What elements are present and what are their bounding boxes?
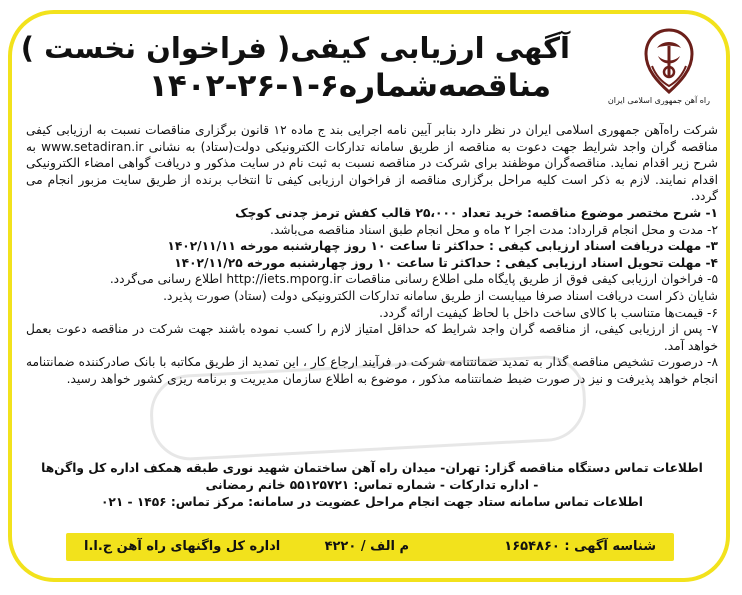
- item-announcement: ۵- فراخوان ارزیابی کیفی فوق از طریق پایگاه ملی اطلاع رسانی مناقصات http://iets.mporg.ir اطلاع رسانی می‌گردد.: [109, 272, 718, 287]
- notice-title: آگهی ارزیابی کیفی( فراخوان نخست ): [20, 31, 570, 65]
- rai-logo: [607, 26, 710, 122]
- notice-footer: [66, 533, 674, 561]
- intro-paragraph: شرکت راه‌آهن جمهوری اسلامی ایران در نظر دارد بنابر آیین نامه اجرایی بند ج ماده ۱۲ قانون برگزاری مناقصات نسبت به ارزیابی کیفی مناقصه گران واجد شرایط جهت دعوت به مناقصه از طریق سامانه تدارکات الکترونیکی دولت(ستاد) به نشانی www.setadiran.ir به شرح زیر اقدام نماید. مناقصه‌گران موظفند برای شرکت در مناقصه نسبت به ثبت نام در سایت مذکور و دریافت گواهی امضاء الکترونیکی اقدام نمایند. لازم به ذکر است کلیه مراحل برگزاری مناقصه از فراخوان ارزیابی کیفی تا انتخاب برنده از طریق سایت مزبور انجام می گردد.: [26, 123, 719, 204]
- item-subject: ۱- شرح مختصر موضوع مناقصه: خرید تعداد ۲۵،۰۰۰ قالب کفش ترمز چدنی کوچک: [235, 205, 718, 220]
- contact-line-2: - اداره تدارکات - شماره تماس: ۵۵۱۲۵۷۲۱ خانم رمضانی: [205, 478, 539, 492]
- notice-header: [20, 22, 722, 122]
- contact-line-3: اطلاعات تماس سامانه ستاد جهت انجام مراحل عضویت در سامانه: مرکز تماس: ۱۴۵۶ - ۰۲۱: [100, 495, 643, 509]
- contact-info: [26, 460, 718, 511]
- item-invitation: ۷- پس از ارزیابی کیفی، از مناقصه گران واجد شرایط که حداقل امتیاز لازم را کسب نموده باشند جهت شرکت در مناقصه دعوت بعمل خواهد آمد.: [26, 322, 718, 353]
- notice-id: شناسه آگهی : ۱۶۵۴۸۶۰: [504, 539, 656, 554]
- item-receive-deadline: ۳- مهلت دریافت اسناد ارزیابی کیفی : حداکثر تا ساعت ۱۰ روز چهارشنبه مورخه ۱۴۰۲/۱۱/۱۱: [167, 239, 718, 254]
- title-block: [20, 30, 570, 106]
- notice-code: م الف / ۴۲۲۰: [324, 539, 409, 554]
- notice-body: [26, 122, 718, 388]
- department-name: اداره کل واگنهای راه آهن ج.ا.ا: [84, 539, 281, 554]
- tender-number: مناقصه‌شماره‌۶-۱-۲۶-۱۴۰۲: [148, 68, 552, 104]
- item-delivery-deadline: ۴- مهلت تحویل اسناد ارزیابی کیفی : حداکثر تا ساعت ۱۰ روز چهارشنبه مورخه ۱۴۰۲/۱۱/۲۵: [174, 255, 718, 270]
- contact-line-1: اطلاعات تماس دستگاه مناقصه گزار: تهران- میدان راه آهن ساختمان شهید نوری طبقه همکف اداره کل واگن‌ها: [41, 461, 703, 475]
- item-prices: ۶- قیمت‌ها متناسب با کالای ساخت داخل با لحاظ کیفیت ارائه گردد.: [379, 305, 718, 320]
- logo-caption: راه آهن جمهوری اسلامی ایران: [607, 96, 710, 105]
- rai-emblem-icon: [628, 26, 710, 96]
- item-duration: ۲- مدت و محل انجام قرارداد: مدت اجرا ۲ ماه و محل انجام طبق اسناد مناقصه می‌باشد.: [269, 222, 718, 237]
- item-announcement-note: شایان ذکر است دریافت اسناد صرفا میبایست از طریق سامانه تدارکات الکترونیکی دولت (ستاد) صورت پذیرد.: [163, 288, 718, 303]
- item-guarantee: ۸- درصورت تشخیص مناقصه گذار به تمدید ضمانتنامه شرکت در فرآیند ارجاع کار ، این تمدید از طریق مکاتبه با بانک صادرکننده ضمانتنامه انجام خواهد پذیرفت و نیز در صورت ضبط ضمانتنامه مذکور ، موضوع به اطلاع سازمان مدیریت و برنامه ریزی کشور خواهد رسید.: [26, 355, 718, 386]
